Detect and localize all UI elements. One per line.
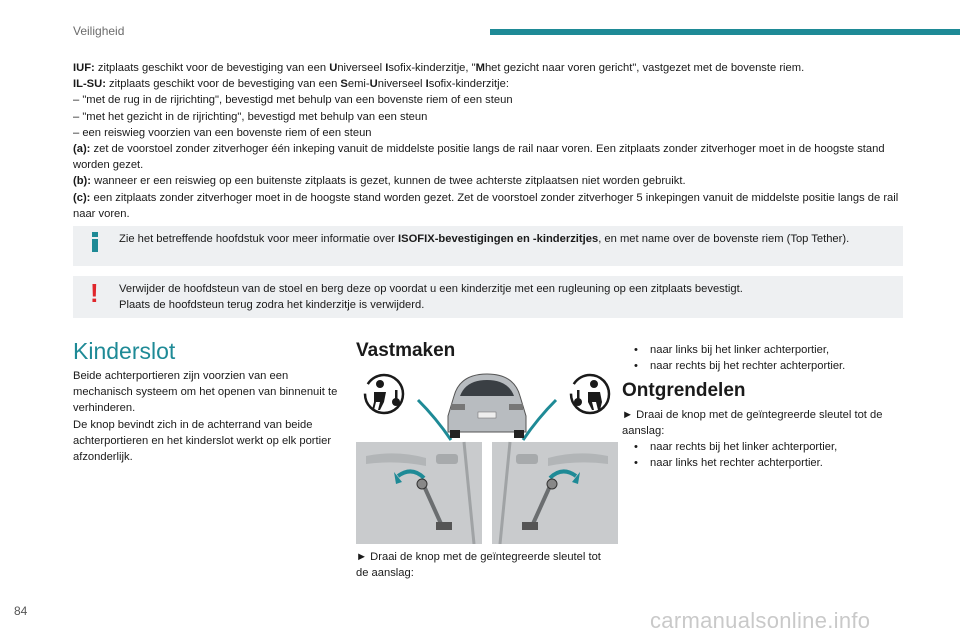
note-a: (a): zet de voorstoel zonder zitverhoger één inkeping vanuit de middelste positie langs de rail naar voren. Een zitplaats zonder zitverhoger moet in de hoogste stand worden gezet. [73, 143, 885, 172]
info-box [73, 226, 903, 266]
info-icon [92, 232, 98, 252]
list-item: • naar rechts bij het rechter achterportier. [622, 358, 922, 374]
ontgrendelen-bullets [622, 439, 922, 471]
note-b: (b): wanneer er een reiswieg op een buitenste zitplaats is gezet, kunnen de twee achterste zitplaatsen niet worden gebruikt. [73, 175, 686, 188]
list-item: • naar rechts bij het linker achterportier, [622, 439, 922, 455]
left-door-panel [356, 442, 482, 544]
header-section-label: Veiligheid [73, 24, 125, 38]
list-item: • naar links het rechter achterportier. [622, 455, 922, 471]
header-accent-bar [490, 29, 960, 35]
kinderslot-text: Beide achterportieren zijn voorzien van een mechanisch systeem om het openen van binnenuit te verhinderen. De knop bevindt zich in de achterrand van beide achterportieren en het kinderslot werkt op elk portier afzonderlijk. [73, 370, 338, 464]
ilsu-option-1: – "met de rug in de rijrichting", bevestigd met behulp van een bovenste riem of een steun [73, 94, 513, 107]
list-item: • naar links bij het linker achterportier, [622, 342, 922, 358]
ontgrendelen-instruction: ► Draai de knop met de geïntegreerde sleutel tot de aanslag: [622, 409, 883, 438]
warning-text: Verwijder de hoofdsteun van de stoel en berg deze op voordat u een kinderzitje met een rugleuning op een zitplaats bevestigt. Plaats de hoofdsteun terug zodra het kinderzitje is verwijderd. [119, 283, 743, 311]
info-text: Zie het betreffende hoofdstuk voor meer informatie over ISOFIX-bevestigingen en -kinderzitjes, en met name over de bovenste riem (Top Tether). [119, 233, 850, 245]
vastmaken-heading: Vastmaken [356, 340, 456, 361]
note-c: (c): een zitplaats zonder zitverhoger moet in de hoogste stand worden gezet. Zet de voorstoel zonder zitverhoger 5 inkepingen vanuit de middelste positie langs de rail naar voren. [73, 191, 899, 220]
watermark: carmanualsonline.info [650, 608, 871, 633]
ilsu-option-3: – een reiswieg voorzien van een bovenste riem of een steun [73, 126, 372, 139]
ilsu-option-2: – "met het gezicht in de rijrichting", bevestigd met behulp van een steun [73, 110, 428, 123]
vastmaken-instruction: ► Draai de knop met de geïntegreerde sleutel tot de aanslag: [356, 551, 601, 580]
isofix-definitions [73, 60, 903, 222]
car-rear-view [448, 374, 526, 438]
page-number: 84 [14, 604, 28, 618]
ontgrendelen-heading: Ontgrendelen [622, 380, 746, 401]
right-door-panel [492, 442, 618, 544]
child-lock-right-icon [571, 375, 609, 413]
warning-icon: ! [90, 278, 99, 308]
kinderslot-heading: Kinderslot [73, 338, 176, 364]
child-lock-left-icon [365, 375, 403, 413]
warning-box [73, 276, 903, 318]
vastmaken-bullets [622, 342, 922, 374]
iuf-definition: IUF: zitplaats geschikt voor de bevestiging van een Universeel Isofix-kinderzitje, "Mhet gezicht naar voren gericht", vastgezet met de bovenste riem. [73, 62, 805, 74]
ilsu-definition: IL-SU: zitplaats geschikt voor de bevestiging van een Semi-Universeel Isofix-kinderzitje: [73, 78, 509, 91]
child-lock-illustration [356, 366, 618, 544]
